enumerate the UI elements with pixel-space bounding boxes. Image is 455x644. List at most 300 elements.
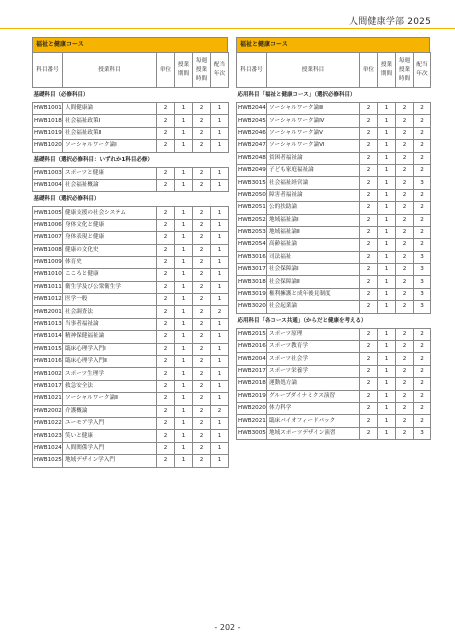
course-name: 地域福祉論Ⅰ: [267, 214, 360, 226]
category-row: [33, 192, 229, 207]
term: 1: [175, 343, 193, 355]
course-name: 臨床心理学入門Ⅱ: [63, 356, 157, 368]
weekly-hours: 2: [193, 343, 211, 355]
year: 2: [414, 390, 431, 402]
course-code: HWB3005: [237, 427, 267, 439]
course-code: HWB2018: [237, 378, 267, 390]
course-name: 社会保障論Ⅰ: [267, 264, 360, 276]
term: 1: [175, 140, 193, 152]
year: 1: [211, 455, 229, 467]
year: 2: [414, 164, 431, 176]
year: 2: [414, 365, 431, 377]
table-row: [33, 442, 229, 454]
credits: 2: [360, 214, 378, 226]
credits: 2: [157, 281, 175, 293]
term: 1: [378, 164, 396, 176]
column-header: 配当年次: [211, 53, 229, 88]
course-code: HWB1013: [33, 318, 63, 330]
table-row: [237, 239, 431, 251]
year: 3: [414, 251, 431, 263]
course-code: HWB2047: [237, 140, 267, 152]
weekly-hours: 2: [396, 365, 414, 377]
term: 1: [378, 189, 396, 201]
weekly-hours: 2: [396, 402, 414, 414]
column-header: 単位: [360, 53, 378, 88]
term: 1: [378, 226, 396, 238]
term: 1: [378, 276, 396, 288]
credits: 2: [360, 264, 378, 276]
weekly-hours: 2: [396, 427, 414, 439]
course-name: 医学一般: [63, 294, 157, 306]
table-row: [237, 251, 431, 263]
course-table: [32, 52, 229, 468]
course-code: HWB1002: [33, 368, 63, 380]
course-name: 地域福祉論Ⅱ: [267, 226, 360, 238]
weekly-hours: 2: [193, 430, 211, 442]
category-row: [33, 88, 229, 103]
weekly-hours: 2: [193, 331, 211, 343]
term: 1: [378, 251, 396, 263]
course-name: 笑いと健康: [63, 430, 157, 442]
credits: 2: [157, 294, 175, 306]
term: 1: [175, 442, 193, 454]
course-code: HWB1001: [33, 103, 63, 115]
course-code: HWB2050: [237, 189, 267, 201]
term: 1: [378, 115, 396, 127]
credits: 2: [360, 365, 378, 377]
course-code: HWB2017: [237, 365, 267, 377]
year: 2: [414, 202, 431, 214]
term: 1: [378, 427, 396, 439]
course-code: HWB1024: [33, 442, 63, 454]
table-row: [237, 140, 431, 152]
course-code: HWB1014: [33, 331, 63, 343]
credits: 2: [157, 343, 175, 355]
course-name: 社会保障論Ⅱ: [267, 276, 360, 288]
term: 1: [378, 127, 396, 139]
year: 2: [414, 103, 431, 115]
term: 1: [378, 301, 396, 313]
weekly-hours: 2: [396, 251, 414, 263]
course-name: 臨床心理学入門Ⅰ: [63, 343, 157, 355]
credits: 2: [157, 179, 175, 191]
weekly-hours: 2: [193, 405, 211, 417]
year: 3: [414, 264, 431, 276]
weekly-hours: 2: [396, 341, 414, 353]
credits: 2: [360, 226, 378, 238]
course-code: HWB1006: [33, 219, 63, 231]
table-row: [237, 152, 431, 164]
weekly-hours: 2: [193, 179, 211, 191]
table-row: [237, 427, 431, 439]
year: 2: [414, 140, 431, 152]
course-name: 体育史: [63, 256, 157, 268]
term: 1: [175, 232, 193, 244]
course-code: HWB1015: [33, 343, 63, 355]
weekly-hours: 2: [193, 368, 211, 380]
term: 1: [378, 288, 396, 300]
credits: 2: [157, 405, 175, 417]
weekly-hours: 2: [396, 202, 414, 214]
credits: 2: [157, 417, 175, 429]
table-row: [33, 356, 229, 368]
table-row: [33, 281, 229, 293]
table-row: [237, 177, 431, 189]
table-row: [237, 164, 431, 176]
table-row: [33, 207, 229, 219]
table-row: [33, 115, 229, 127]
term: 1: [175, 179, 193, 191]
credits: 2: [157, 269, 175, 281]
weekly-hours: 2: [396, 127, 414, 139]
term: 1: [175, 306, 193, 318]
course-name: 地域スポーツデザイン演習: [267, 427, 360, 439]
header-rule: [0, 28, 455, 29]
right-curriculum-table: [236, 37, 430, 440]
course-code: HWB1012: [33, 294, 63, 306]
weekly-hours: 2: [193, 356, 211, 368]
category-row: [33, 152, 229, 167]
course-code: HWB2045: [237, 115, 267, 127]
course-table: [236, 52, 431, 440]
credits: 2: [360, 239, 378, 251]
year: 1: [211, 115, 229, 127]
table-row: [237, 189, 431, 201]
course-name: スポーツ教育学: [267, 341, 360, 353]
course-name: 臨床バイオフィードバック: [267, 415, 360, 427]
column-header: 授業科目: [63, 53, 157, 88]
term: 1: [175, 455, 193, 467]
credits: 2: [157, 103, 175, 115]
term: 1: [378, 177, 396, 189]
credits: 2: [360, 202, 378, 214]
table-row: [33, 140, 229, 152]
course-name: 介護概論: [63, 405, 157, 417]
year: 2: [414, 378, 431, 390]
term: 1: [378, 103, 396, 115]
table-row: [237, 328, 431, 340]
section-title: 福祉と健康コース: [236, 37, 430, 52]
term: 1: [378, 402, 396, 414]
weekly-hours: 2: [193, 167, 211, 179]
credits: 2: [360, 301, 378, 313]
table-row: [33, 256, 229, 268]
section-title: 福祉と健康コース: [32, 37, 228, 52]
weekly-hours: 2: [193, 219, 211, 231]
course-code: HWB1004: [33, 179, 63, 191]
course-name: グループダイナミクス演習: [267, 390, 360, 402]
year: 1: [211, 417, 229, 429]
table-row: [237, 415, 431, 427]
course-code: HWB1010: [33, 269, 63, 281]
year: 1: [211, 167, 229, 179]
term: 1: [175, 244, 193, 256]
weekly-hours: 2: [396, 164, 414, 176]
year: 1: [211, 393, 229, 405]
weekly-hours: 2: [193, 232, 211, 244]
year: 1: [211, 331, 229, 343]
course-name: ソーシャルワーク論Ⅴ: [267, 127, 360, 139]
weekly-hours: 2: [396, 152, 414, 164]
course-code: HWB1008: [33, 244, 63, 256]
weekly-hours: 2: [193, 115, 211, 127]
term: 1: [175, 393, 193, 405]
category-label: 基礎科目（必修科目）: [33, 88, 229, 103]
term: 1: [175, 207, 193, 219]
year: 2: [414, 353, 431, 365]
course-name: ソーシャルワーク論Ⅳ: [267, 115, 360, 127]
table-row: [237, 276, 431, 288]
column-header: 毎週授業時間: [396, 53, 414, 88]
table-row: [33, 417, 229, 429]
course-code: HWB3016: [237, 251, 267, 263]
year: 2: [414, 127, 431, 139]
course-name: 貧困者福祉論: [267, 152, 360, 164]
term: 1: [175, 368, 193, 380]
course-code: HWB2016: [237, 341, 267, 353]
weekly-hours: 2: [193, 318, 211, 330]
year: 2: [414, 189, 431, 201]
course-name: ソーシャルワーク論Ⅱ: [63, 393, 157, 405]
table-row: [33, 405, 229, 417]
category-label: 応用科目「福祉と健康コース」（選択必修科目）: [237, 88, 431, 103]
credits: 2: [157, 219, 175, 231]
weekly-hours: 2: [396, 288, 414, 300]
year: 2: [414, 115, 431, 127]
weekly-hours: 2: [396, 226, 414, 238]
table-row: [237, 378, 431, 390]
year: 1: [211, 318, 229, 330]
course-code: HWB1007: [33, 232, 63, 244]
credits: 2: [360, 288, 378, 300]
weekly-hours: 2: [396, 239, 414, 251]
weekly-hours: 2: [396, 415, 414, 427]
term: 1: [175, 219, 193, 231]
course-code: HWB1021: [33, 393, 63, 405]
course-code: HWB2046: [237, 127, 267, 139]
credits: 2: [360, 127, 378, 139]
weekly-hours: 2: [193, 393, 211, 405]
course-code: HWB1020: [33, 140, 63, 152]
credits: 2: [360, 164, 378, 176]
course-code: HWB3020: [237, 301, 267, 313]
year: 1: [211, 343, 229, 355]
term: 1: [378, 328, 396, 340]
term: 1: [175, 318, 193, 330]
year: 1: [211, 368, 229, 380]
course-code: HWB1018: [33, 115, 63, 127]
credits: 2: [157, 232, 175, 244]
weekly-hours: 2: [396, 328, 414, 340]
category-label: 応用科目「各コース共通」（からだと健康を考える）: [237, 313, 431, 328]
term: 1: [378, 353, 396, 365]
term: 1: [378, 152, 396, 164]
header-title: 人間健康学部 2025: [349, 17, 431, 27]
course-name: スポーツ生理学: [63, 368, 157, 380]
credits: 2: [360, 177, 378, 189]
term: 1: [175, 115, 193, 127]
course-name: スポーツ原理: [267, 328, 360, 340]
weekly-hours: 2: [396, 353, 414, 365]
table-row: [33, 380, 229, 392]
table-row: [33, 393, 229, 405]
course-name: 体力科学: [267, 402, 360, 414]
weekly-hours: 2: [193, 380, 211, 392]
page-number: - 202 -: [214, 623, 241, 632]
credits: 2: [360, 328, 378, 340]
column-header: 毎週授業時間: [193, 53, 211, 88]
weekly-hours: 2: [193, 140, 211, 152]
column-header: 科目番号: [237, 53, 267, 88]
course-code: HWB2015: [237, 328, 267, 340]
credits: 2: [157, 115, 175, 127]
course-code: HWB2051: [237, 202, 267, 214]
weekly-hours: 2: [396, 301, 414, 313]
course-name: スポーツと健康: [63, 167, 157, 179]
table-row: [33, 244, 229, 256]
year: 1: [211, 219, 229, 231]
table-row: [237, 264, 431, 276]
course-name: ソーシャルワーク論Ⅲ: [267, 103, 360, 115]
course-code: HWB2001: [33, 306, 63, 318]
year: 2: [211, 405, 229, 417]
term: 1: [378, 365, 396, 377]
course-name: 高齢福祉論: [267, 239, 360, 251]
course-code: HWB2004: [237, 353, 267, 365]
table-row: [237, 226, 431, 238]
weekly-hours: 2: [396, 140, 414, 152]
table-row: [33, 368, 229, 380]
credits: 2: [157, 380, 175, 392]
table-row: [237, 288, 431, 300]
course-name: 身体文化と健康: [63, 219, 157, 231]
course-code: HWB3018: [237, 276, 267, 288]
course-code: HWB1022: [33, 417, 63, 429]
term: 1: [175, 405, 193, 417]
term: 1: [175, 417, 193, 429]
table-row: [237, 127, 431, 139]
course-name: 精神保健福祉論: [63, 331, 157, 343]
table-row: [237, 202, 431, 214]
course-name: 地域デザイン学入門: [63, 455, 157, 467]
table-row: [33, 127, 229, 139]
term: 1: [378, 264, 396, 276]
year: 1: [211, 244, 229, 256]
credits: 2: [360, 276, 378, 288]
year: 1: [211, 380, 229, 392]
weekly-hours: 2: [396, 264, 414, 276]
table-row: [33, 103, 229, 115]
course-name: ソーシャルワーク論Ⅰ: [63, 140, 157, 152]
table-row: [33, 343, 229, 355]
table-row: [33, 294, 229, 306]
year: 2: [414, 328, 431, 340]
weekly-hours: 2: [193, 455, 211, 467]
table-row: [237, 341, 431, 353]
term: 1: [175, 294, 193, 306]
course-code: HWB1005: [33, 207, 63, 219]
table-header-row: [237, 53, 431, 88]
year: 3: [414, 288, 431, 300]
credits: 2: [360, 378, 378, 390]
course-code: HWB1003: [33, 167, 63, 179]
course-name: 社会調査法: [63, 306, 157, 318]
term: 1: [378, 214, 396, 226]
table-row: [237, 390, 431, 402]
year: 2: [211, 306, 229, 318]
course-code: HWB2044: [237, 103, 267, 115]
category-label: 基礎科目（選択必修科目：いずれか1科目必修）: [33, 152, 229, 167]
year: 1: [211, 256, 229, 268]
weekly-hours: 2: [193, 127, 211, 139]
credits: 2: [157, 244, 175, 256]
weekly-hours: 2: [396, 177, 414, 189]
column-header: 単位: [157, 53, 175, 88]
course-code: HWB1009: [33, 256, 63, 268]
course-name: 社会福祉政策Ⅰ: [63, 115, 157, 127]
course-code: HWB2049: [237, 164, 267, 176]
credits: 2: [157, 442, 175, 454]
weekly-hours: 2: [193, 294, 211, 306]
course-name: 公的扶助論: [267, 202, 360, 214]
course-code: HWB2020: [237, 402, 267, 414]
credits: 2: [157, 455, 175, 467]
course-name: 人間健康論: [63, 103, 157, 115]
year: 3: [414, 276, 431, 288]
table-row: [33, 430, 229, 442]
course-code: HWB2002: [33, 405, 63, 417]
term: 1: [378, 378, 396, 390]
credits: 2: [157, 331, 175, 343]
year: 2: [414, 415, 431, 427]
left-curriculum-table: [32, 37, 228, 468]
year: 1: [211, 207, 229, 219]
weekly-hours: 2: [193, 207, 211, 219]
weekly-hours: 2: [193, 256, 211, 268]
weekly-hours: 2: [193, 269, 211, 281]
term: 1: [378, 341, 396, 353]
credits: 2: [360, 402, 378, 414]
year: 1: [211, 281, 229, 293]
column-header: 授業期間: [175, 53, 193, 88]
table-header-row: [33, 53, 229, 88]
course-name: ユーモア学入門: [63, 417, 157, 429]
course-name: スポーツ栄養学: [267, 365, 360, 377]
course-code: HWB2054: [237, 239, 267, 251]
table-row: [33, 167, 229, 179]
table-row: [237, 301, 431, 313]
table-row: [33, 331, 229, 343]
weekly-hours: 2: [193, 103, 211, 115]
column-header: 配当年次: [414, 53, 431, 88]
table-row: [33, 219, 229, 231]
term: 1: [378, 202, 396, 214]
credits: 2: [360, 189, 378, 201]
term: 1: [175, 256, 193, 268]
table-row: [33, 269, 229, 281]
category-row: [237, 88, 431, 103]
table-row: [237, 365, 431, 377]
year: 1: [211, 127, 229, 139]
course-name: 運動処方論: [267, 378, 360, 390]
course-name: スポーツ社会学: [267, 353, 360, 365]
year: 3: [414, 177, 431, 189]
credits: 2: [157, 368, 175, 380]
credits: 2: [360, 415, 378, 427]
course-code: HWB3017: [237, 264, 267, 276]
year: 1: [211, 140, 229, 152]
course-name: 救急安全法: [63, 380, 157, 392]
